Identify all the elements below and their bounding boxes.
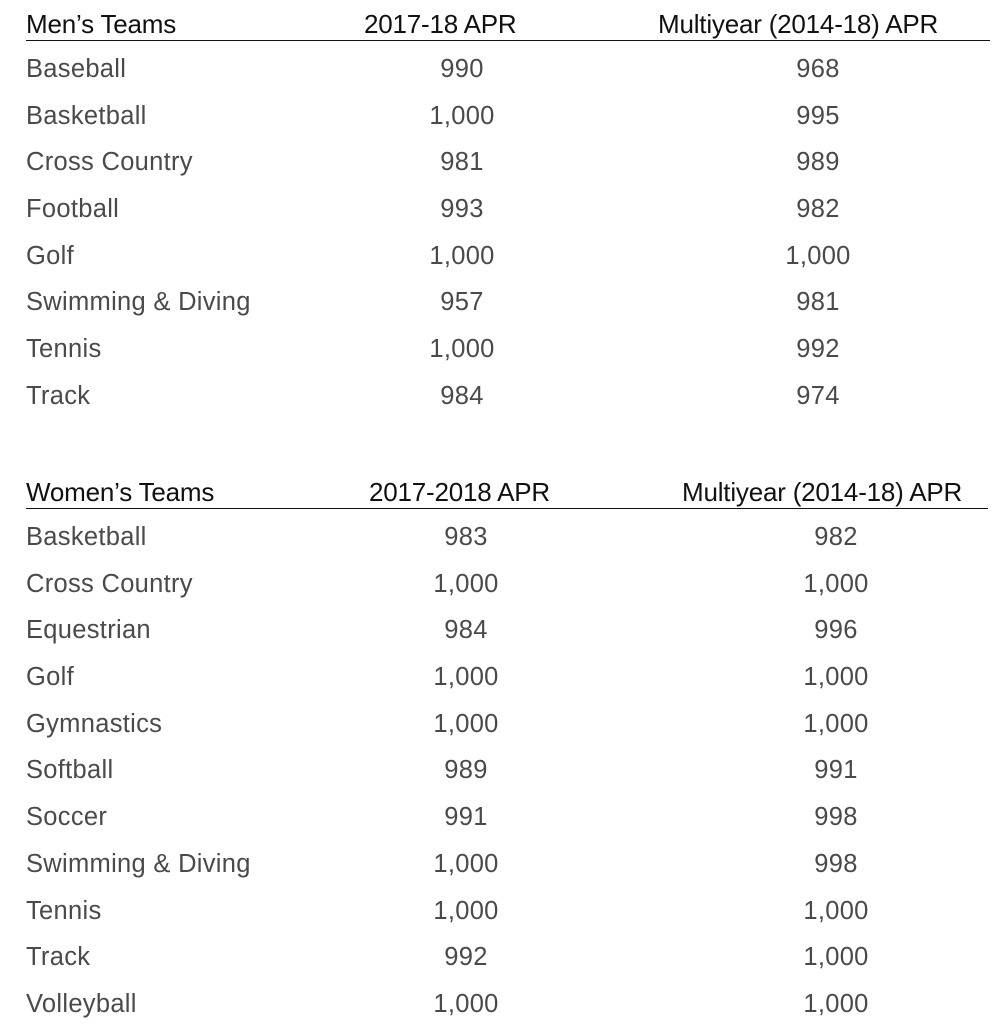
apr-value: 1,000 — [433, 896, 499, 925]
apr-value: 1,000 — [429, 241, 495, 270]
apr-value: 989 — [444, 756, 488, 785]
table-row — [26, 368, 990, 415]
mens-team-header: Men’s Teams — [26, 9, 177, 39]
multiyear-apr-value: 1,000 — [803, 896, 869, 925]
apr-value: 984 — [440, 381, 484, 410]
team-name: Track — [26, 381, 91, 410]
team-name: Equestrian — [26, 616, 151, 645]
multiyear-apr-value: 991 — [814, 756, 858, 785]
mens-multiyear-header: Multiyear (2014-18) APR — [658, 9, 939, 39]
apr-value: 1,000 — [429, 335, 495, 364]
table-row — [26, 602, 990, 649]
team-name: Tennis — [26, 896, 102, 925]
womens-team-header: Women’s Teams — [26, 477, 215, 507]
apr-value: 1,000 — [433, 569, 499, 598]
apr-value: 1,000 — [433, 709, 499, 738]
multiyear-apr-value: 1,000 — [803, 943, 869, 972]
womens-multiyear-header: Multiyear (2014-18) APR — [682, 477, 963, 507]
table-row — [26, 836, 990, 883]
table-row — [26, 976, 990, 1023]
mens-teams-table — [26, 0, 990, 415]
team-name: Basketball — [26, 101, 147, 130]
multiyear-apr-value: 982 — [796, 195, 840, 224]
apr-value: 984 — [444, 616, 488, 645]
team-name: Swimming & Diving — [26, 849, 251, 878]
apr-value: 991 — [444, 803, 488, 832]
apr-value: 992 — [444, 943, 488, 972]
apr-value: 1,000 — [433, 989, 499, 1018]
table-row — [26, 509, 990, 556]
table-row — [26, 134, 990, 181]
team-name: Swimming & Diving — [26, 288, 251, 317]
table-row — [26, 181, 990, 228]
apr-value: 1,000 — [433, 849, 499, 878]
table-row — [26, 228, 990, 275]
table-row — [26, 789, 990, 836]
multiyear-apr-value: 992 — [796, 335, 840, 364]
multiyear-apr-value: 989 — [796, 148, 840, 177]
mens-apr-header: 2017-18 APR — [364, 9, 517, 39]
apr-value: 983 — [444, 523, 488, 551]
multiyear-apr-value: 982 — [814, 523, 858, 551]
table-row — [26, 929, 990, 976]
multiyear-apr-value: 968 — [796, 55, 840, 83]
multiyear-apr-value: 1,000 — [785, 241, 851, 270]
womens-rows — [26, 509, 990, 1023]
table-row — [26, 321, 990, 368]
apr-value: 1,000 — [429, 101, 495, 130]
multiyear-apr-value: 1,000 — [803, 709, 869, 738]
table-row — [26, 649, 990, 696]
multiyear-apr-value: 1,000 — [803, 989, 869, 1018]
womens-teams-table — [26, 468, 990, 1023]
table-row — [26, 696, 990, 743]
team-name: Basketball — [26, 523, 147, 551]
multiyear-apr-value: 974 — [796, 381, 840, 410]
team-name: Volleyball — [26, 989, 137, 1018]
table-row — [26, 41, 990, 88]
team-name: Baseball — [26, 55, 127, 83]
table-row — [26, 883, 990, 930]
multiyear-apr-value: 998 — [814, 803, 858, 832]
team-name: Gymnastics — [26, 709, 163, 738]
team-name: Football — [26, 195, 120, 224]
apr-value: 957 — [440, 288, 484, 317]
mens-rows — [26, 41, 990, 415]
apr-value: 1,000 — [433, 663, 499, 692]
apr-value: 993 — [440, 195, 484, 224]
team-name: Golf — [26, 241, 74, 270]
womens-apr-header: 2017-2018 APR — [369, 477, 550, 507]
multiyear-apr-value: 1,000 — [803, 569, 869, 598]
team-name: Cross Country — [26, 148, 193, 177]
mens-header-row — [26, 0, 990, 41]
table-row — [26, 88, 990, 135]
womens-header-row — [26, 468, 988, 509]
team-name: Tennis — [26, 335, 102, 364]
apr-value: 981 — [440, 148, 484, 177]
multiyear-apr-value: 998 — [814, 849, 858, 878]
apr-value: 990 — [440, 55, 484, 83]
table-row — [26, 742, 990, 789]
team-name: Golf — [26, 663, 74, 692]
table-row — [26, 274, 990, 321]
multiyear-apr-value: 995 — [796, 101, 840, 130]
team-name: Track — [26, 943, 91, 972]
multiyear-apr-value: 1,000 — [803, 663, 869, 692]
multiyear-apr-value: 996 — [814, 616, 858, 645]
multiyear-apr-value: 981 — [796, 288, 840, 317]
team-name: Cross Country — [26, 569, 193, 598]
team-name: Softball — [26, 756, 114, 785]
table-row — [26, 556, 990, 603]
team-name: Soccer — [26, 803, 108, 832]
